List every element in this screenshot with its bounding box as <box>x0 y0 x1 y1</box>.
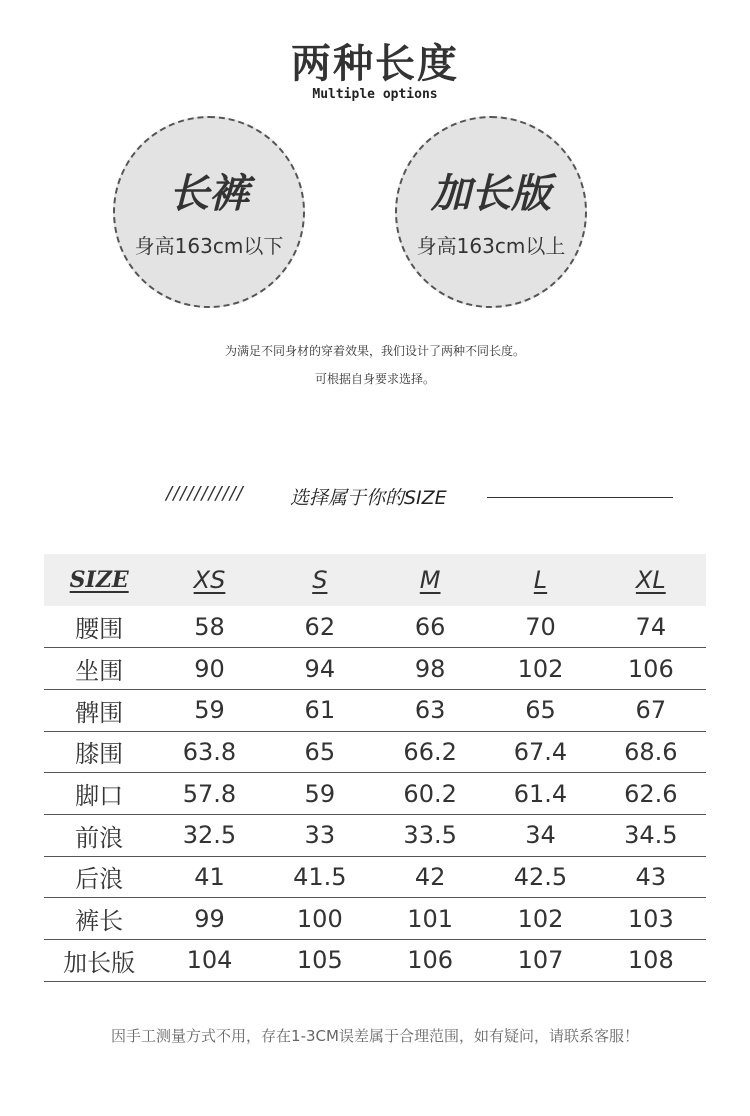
size-section-title: 选择属于你的SIZE <box>290 487 447 509</box>
table-cell: 67 <box>635 696 667 725</box>
table-cell: 105 <box>296 946 343 975</box>
table-cell: 59 <box>304 779 336 808</box>
table-cell: 43 <box>635 862 667 891</box>
table-row <box>44 814 706 856</box>
table-row <box>44 731 706 773</box>
table-cell: 106 <box>627 654 674 683</box>
table-cell: 68.6 <box>624 737 678 766</box>
table-row <box>44 940 706 982</box>
table-cell: 102 <box>517 654 564 683</box>
measurement-label: 加长版 <box>63 948 136 977</box>
page-title: 两种长度 <box>291 41 459 87</box>
table-cell: 63.8 <box>182 737 237 766</box>
table-cell: 60.2 <box>403 779 457 808</box>
table-cell: 58 <box>194 612 225 641</box>
option-regular-note: 身高163cm以下 <box>134 234 284 258</box>
table-cell: 61 <box>304 696 336 725</box>
description-line-1: 为满足不同身材的穿着效果，我们设计了两种不同长度。 <box>224 344 525 358</box>
table-cell: 63 <box>414 696 446 725</box>
option-regular-name: 长裤 <box>169 171 249 217</box>
measurement-label: 髀围 <box>75 698 124 727</box>
measurement-label: 后浪 <box>75 865 124 894</box>
table-row <box>44 898 706 940</box>
header-xl: XL <box>635 566 666 594</box>
table-cell: 33.5 <box>403 821 457 850</box>
table-cell: 42 <box>414 862 446 891</box>
size-section-header <box>0 483 750 507</box>
measurement-label: 裤长 <box>75 907 124 936</box>
measurement-label: 前浪 <box>75 823 124 852</box>
table-cell: 34 <box>525 821 556 850</box>
header-l: L <box>533 566 548 594</box>
table-cell: 59 <box>194 696 225 725</box>
size-table <box>44 554 706 982</box>
table-cell: 33 <box>304 821 336 850</box>
table-cell: 98 <box>414 654 446 683</box>
description-line-2: 可根据自身要求选择。 <box>314 372 435 386</box>
table-row <box>44 773 706 815</box>
table-cell: 34.5 <box>624 821 678 850</box>
table-cell: 32.5 <box>182 821 237 850</box>
option-long-name: 加长版 <box>431 171 551 217</box>
table-cell: 102 <box>517 904 564 933</box>
table-cell: 108 <box>627 946 674 975</box>
header-size: SIZE <box>69 567 129 593</box>
table-cell: 103 <box>627 904 674 933</box>
decorative-slashes: /////////// <box>166 483 244 504</box>
option-regular-circle <box>113 116 305 308</box>
option-long-circle <box>395 116 587 308</box>
table-cell: 94 <box>304 654 336 683</box>
page-subtitle: Multiple options <box>312 87 438 102</box>
header-s: S <box>312 566 328 594</box>
header-xs: XS <box>193 566 226 594</box>
table-row <box>44 856 706 898</box>
table-cell: 99 <box>194 904 225 933</box>
table-cell: 65 <box>525 696 556 725</box>
table-cell: 90 <box>194 654 225 683</box>
table-cell: 101 <box>407 904 454 933</box>
decorative-line <box>487 497 673 498</box>
table-cell: 41.5 <box>293 862 347 891</box>
table-cell: 74 <box>635 612 667 641</box>
measurement-label: 膝围 <box>75 740 124 769</box>
table-cell: 100 <box>296 904 343 933</box>
table-cell: 62 <box>304 612 336 641</box>
measurement-label: 坐围 <box>75 657 124 686</box>
measurement-label: 脚口 <box>75 782 124 811</box>
header-m: M <box>419 566 441 594</box>
measurement-label: 腰围 <box>75 615 124 644</box>
table-row <box>44 689 706 731</box>
table-cell: 62.6 <box>624 779 678 808</box>
table-cell: 67.4 <box>513 737 568 766</box>
table-cell: 107 <box>517 946 564 975</box>
size-table-header-row <box>44 554 706 606</box>
option-long-note: 身高163cm以上 <box>416 234 566 258</box>
table-cell: 65 <box>304 737 336 766</box>
table-cell: 41 <box>194 862 225 891</box>
table-cell: 61.4 <box>513 779 568 808</box>
table-cell: 66.2 <box>403 737 457 766</box>
table-cell: 70 <box>525 612 556 641</box>
table-cell: 42.5 <box>513 862 568 891</box>
table-cell: 104 <box>186 946 233 975</box>
table-cell: 57.8 <box>182 779 237 808</box>
table-cell: 106 <box>407 946 454 975</box>
table-row <box>44 648 706 690</box>
table-cell: 66 <box>414 612 446 641</box>
table-row <box>44 606 706 648</box>
footer-note: 因手工测量方式不用，存在1-3CM误差属于合理范围，如有疑问，请联系客服！ <box>111 1027 639 1045</box>
